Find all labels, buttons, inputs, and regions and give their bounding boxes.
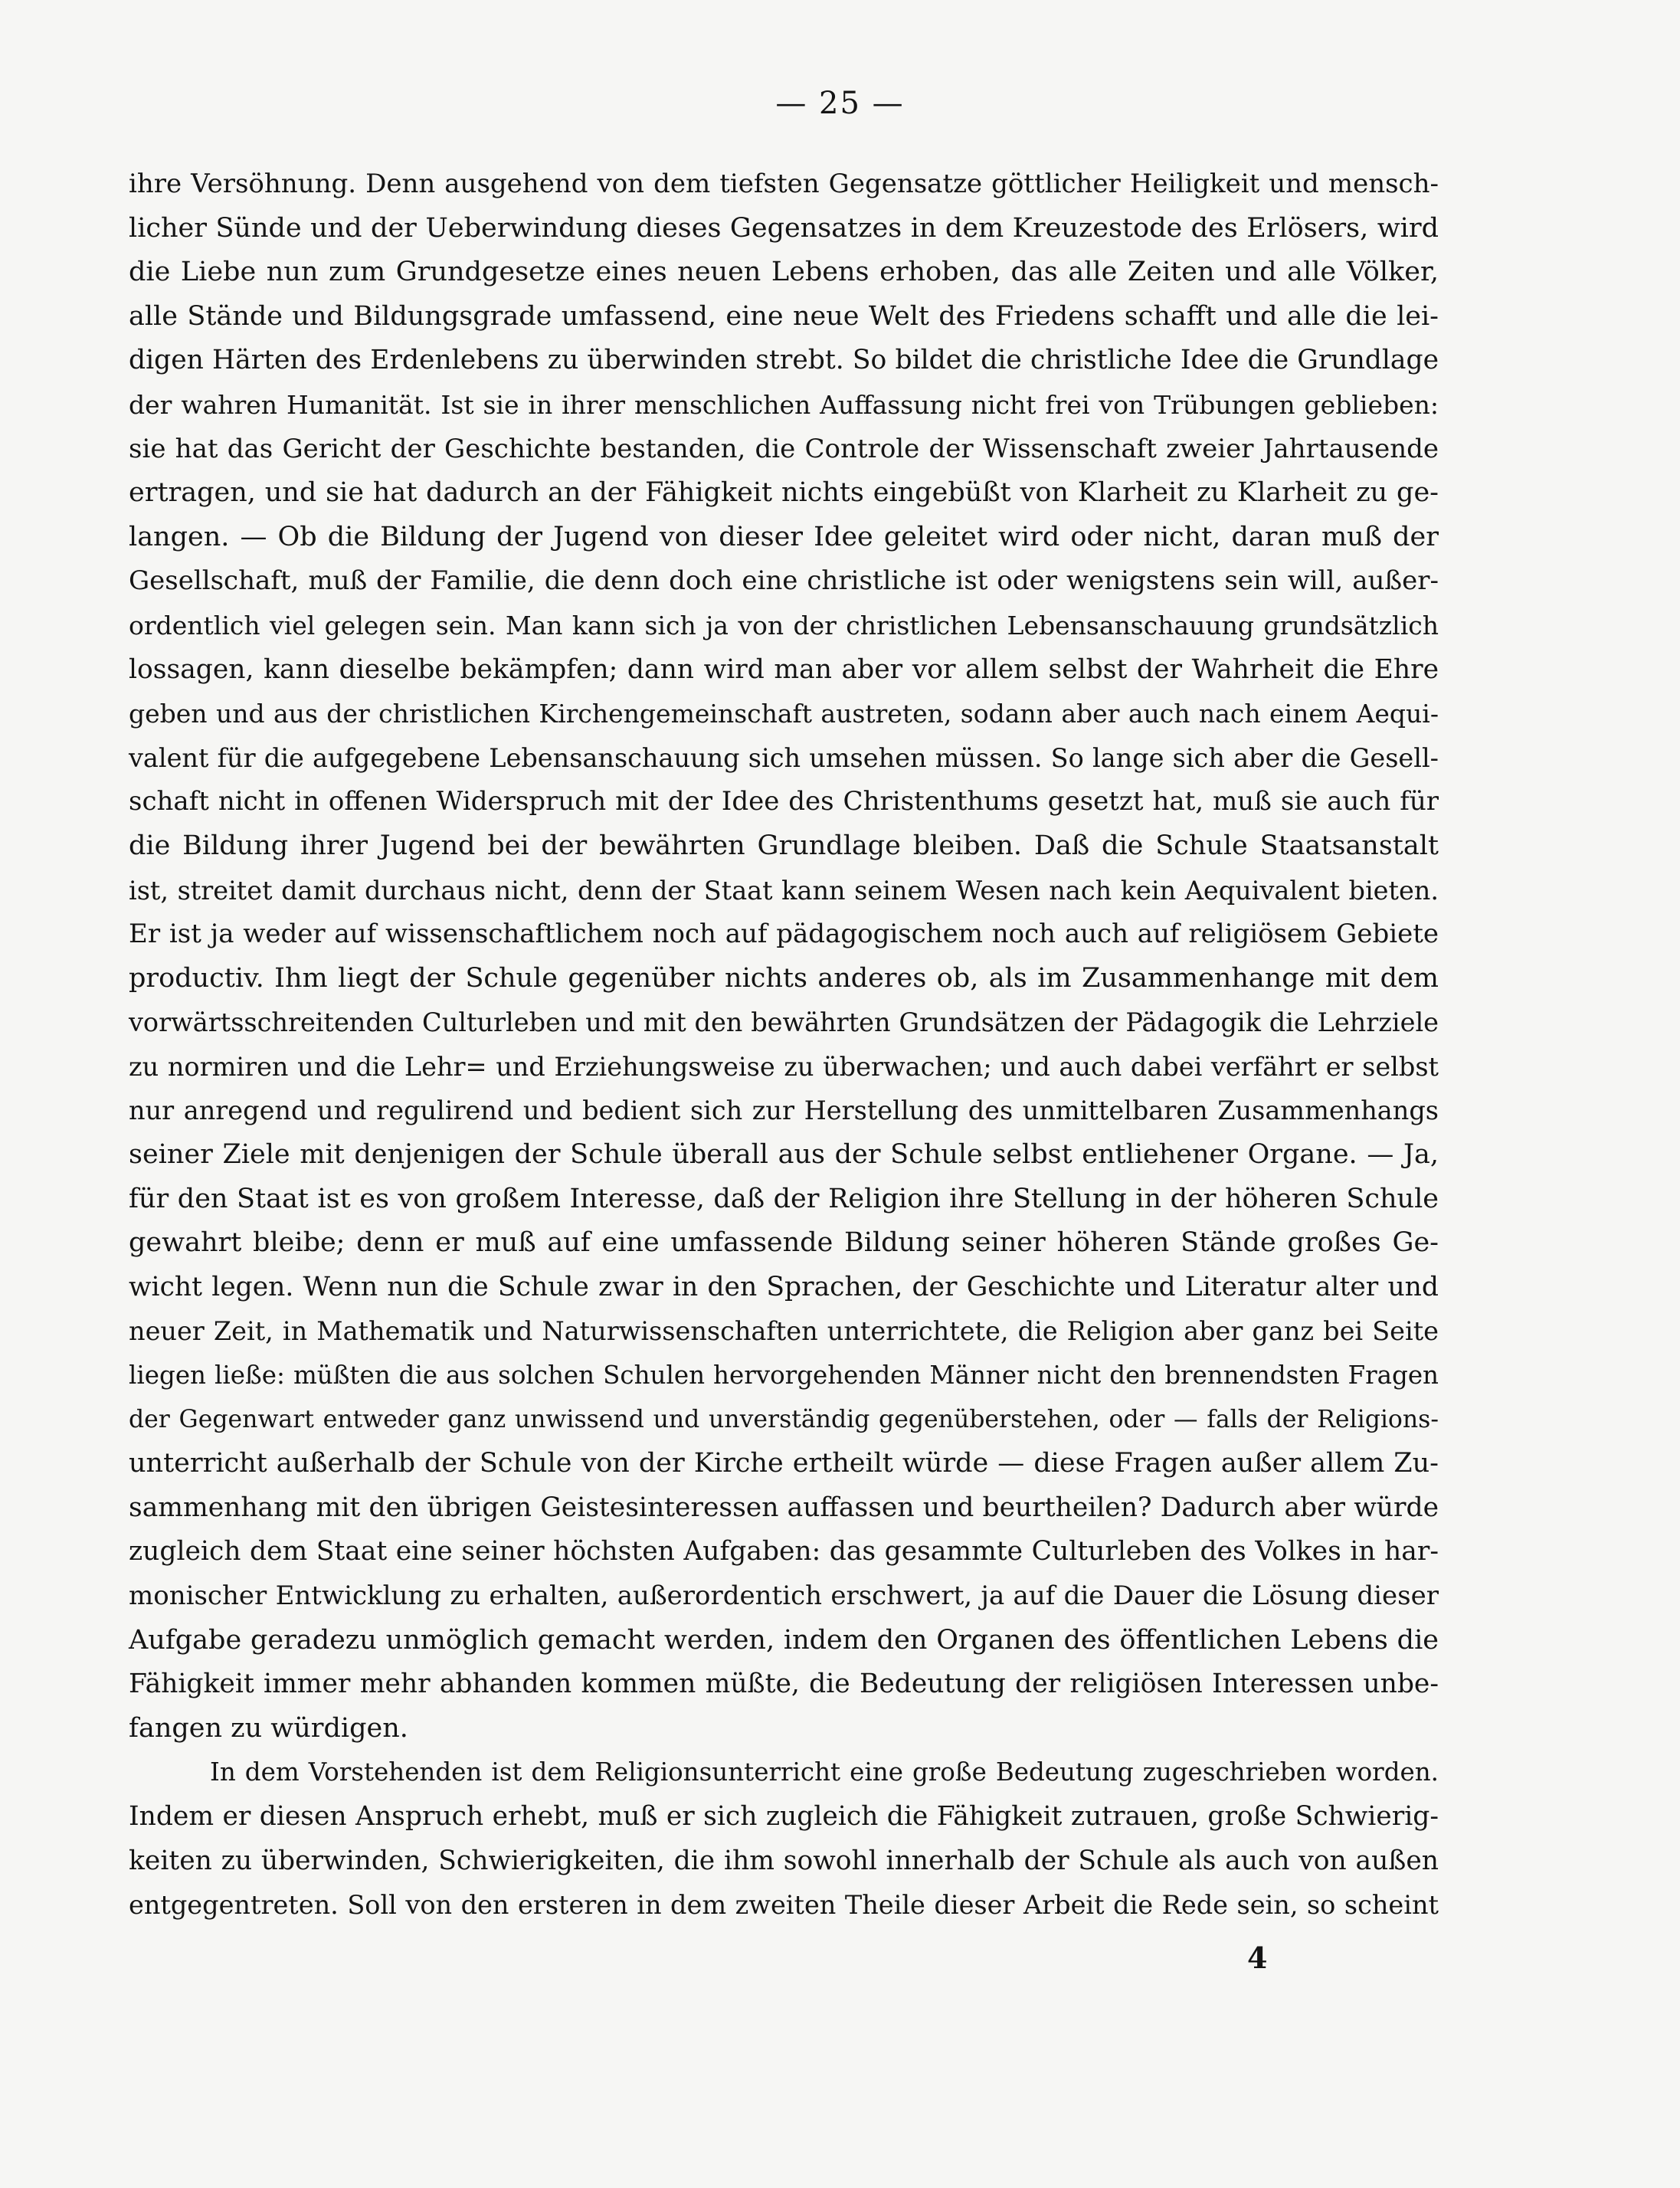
text-line: ihre Versöhnung. Denn ausgehend von dem tiefsten Gegensatze göttlicher Heiligkeit und mensch- — [129, 169, 1439, 199]
text-line: seiner Ziele mit denjenigen der Schule überall aus der Schule selbst entliehener Organe. — Ja, — [129, 1139, 1439, 1171]
text-line: zu normiren und die Lehr= und Erziehungsweise zu überwachen; und auch dabei verfährt er selbst — [129, 1051, 1439, 1082]
text-line: keiten zu überwinden, Schwierigkeiten, die ihm sowohl innerhalb der Schule als auch von außen — [129, 1845, 1439, 1876]
text-line: ist, streitet damit durchaus nicht, denn der Staat kann seinem Wesen nach kein Aequivalent bieten. — [129, 875, 1439, 906]
text-line: ertragen, und sie hat dadurch an der Fähigkeit nichts eingebüßt von Klarheit zu Klarheit zu ge- — [129, 477, 1439, 509]
signature-mark: 4 — [1247, 1941, 1268, 1975]
text-line: fangen zu würdigen. — [129, 1712, 408, 1744]
text-line: digen Härten des Erdenlebens zu überwinden strebt. So bildet die christliche Idee die Grundlage — [129, 345, 1439, 376]
text-line: sammenhang mit den übrigen Geistesinteressen auffassen und beurtheilen? Dadurch aber würde — [129, 1492, 1439, 1523]
text-line: neuer Zeit, in Mathematik und Naturwissenschaften unterrichtete, die Religion aber ganz bei Seite — [129, 1316, 1439, 1347]
text-line: nur anregend und regulirend und bedient sich zur Herstellung des unmittelbaren Zusammenhangs — [129, 1096, 1439, 1126]
text-line: die Bildung ihrer Jugend bei der bewährten Grundlage bleiben. Daß die Schule Staatsanstalt — [129, 830, 1439, 861]
text-line: monischer Entwicklung zu erhalten, außerordentich erschwert, ja auf die Dauer die Lösung dieser — [129, 1580, 1439, 1611]
text-line: unterricht außerhalb der Schule von der Kirche ertheilt würde — diese Fragen außer allem Zu- — [129, 1448, 1439, 1479]
text-line: wicht legen. Wenn nun die Schule zwar in den Sprachen, der Geschichte und Literatur alter und — [129, 1271, 1439, 1302]
text-line: vorwärtsschreitenden Culturleben und mit den bewährten Grundsätzen der Pädagogik die Lehrziele — [129, 1007, 1439, 1038]
page-number: — 25 — — [775, 86, 905, 121]
text-line: entgegentreten. Soll von den ersteren in dem zweiten Theile dieser Arbeit die Rede sein, so scheint — [129, 1890, 1439, 1921]
text-line: productiv. Ihm liegt der Schule gegenüber nichts anderes ob, als im Zusammenhange mit dem — [129, 962, 1439, 994]
text-line: die Liebe nun zum Grundgesetze eines neuen Lebens erhoben, das alle Zeiten und alle Völker, — [129, 257, 1439, 288]
text-line: Gesellschaft, muß der Familie, die denn doch eine christliche ist oder wenigstens sein will, außer- — [129, 565, 1439, 597]
text-line: schaft nicht in offenen Widerspruch mit der Idee des Christenthums gesetzt hat, muß sie auch für — [129, 786, 1439, 817]
text-line: für den Staat ist es von großem Interesse, daß der Religion ihre Stellung in der höheren Schule — [129, 1183, 1439, 1214]
text-line: Aufgabe geradezu unmöglich gemacht werden, indem den Organen des öffentlichen Lebens die — [129, 1624, 1439, 1656]
text-line: zugleich dem Staat eine seiner höchsten Aufgaben: das gesammte Culturleben des Volkes in har- — [129, 1536, 1439, 1567]
text-line: valent für die aufgegebene Lebensanschauung sich umsehen müssen. So lange sich aber die Gesell- — [129, 742, 1439, 773]
text-line: In dem Vorstehenden ist dem Religionsunterricht eine große Bedeutung zugeschrieben worden. — [210, 1757, 1439, 1787]
text-line: Fähigkeit immer mehr abhanden kommen müßte, die Bedeutung der religiösen Interessen unbe- — [129, 1669, 1439, 1700]
text-line: gewahrt bleibe; denn er muß auf eine umfassende Bildung seiner höheren Stände großes Ge- — [129, 1227, 1439, 1259]
text-line: lossagen, kann dieselbe bekämpfen; dann wird man aber vor allem selbst der Wahrheit die Ehre — [129, 653, 1439, 685]
text-line: Er ist ja weder auf wissenschaftlichem noch auf pädagogischem noch auch auf religiösem Gebiete — [129, 919, 1439, 950]
text-line: alle Stände und Bildungsgrade umfassend, eine neue Welt des Friedens schafft und alle die lei- — [129, 300, 1439, 332]
text-line: langen. — Ob die Bildung der Jugend von dieser Idee geleitet wird oder nicht, daran muß der — [129, 521, 1439, 552]
body-text — [129, 162, 1439, 1928]
text-line: licher Sünde und der Ueberwindung dieses Gegensatzes in dem Kreuzestode des Erlösers, wird — [129, 212, 1439, 244]
text-line: der Gegenwart entweder ganz unwissend und unverständig gegenüberstehen, oder — falls der Religions- — [129, 1405, 1439, 1433]
text-line: geben und aus der christlichen Kirchengemeinschaft austreten, sodann aber auch nach einem Aequi- — [129, 699, 1439, 729]
text-line: liegen ließe: müßten die aus solchen Schulen hervorgehenden Männer nicht den brennendsten Fragen — [129, 1361, 1439, 1390]
text-line: sie hat das Gericht der Geschichte bestanden, die Controle der Wissenschaft zweier Jahrtausende — [129, 433, 1439, 464]
text-line: Indem er diesen Anspruch erhebt, muß er sich zugleich die Fähigkeit zutrauen, große Schwierig- — [129, 1800, 1439, 1832]
text-line: ordentlich viel gelegen sein. Man kann sich ja von der christlichen Lebensanschauung grundsätzlich — [129, 610, 1439, 640]
text-line: der wahren Humanität. Ist sie in ihrer menschlichen Auffassung nicht frei von Trübungen geblieben: — [129, 389, 1439, 420]
